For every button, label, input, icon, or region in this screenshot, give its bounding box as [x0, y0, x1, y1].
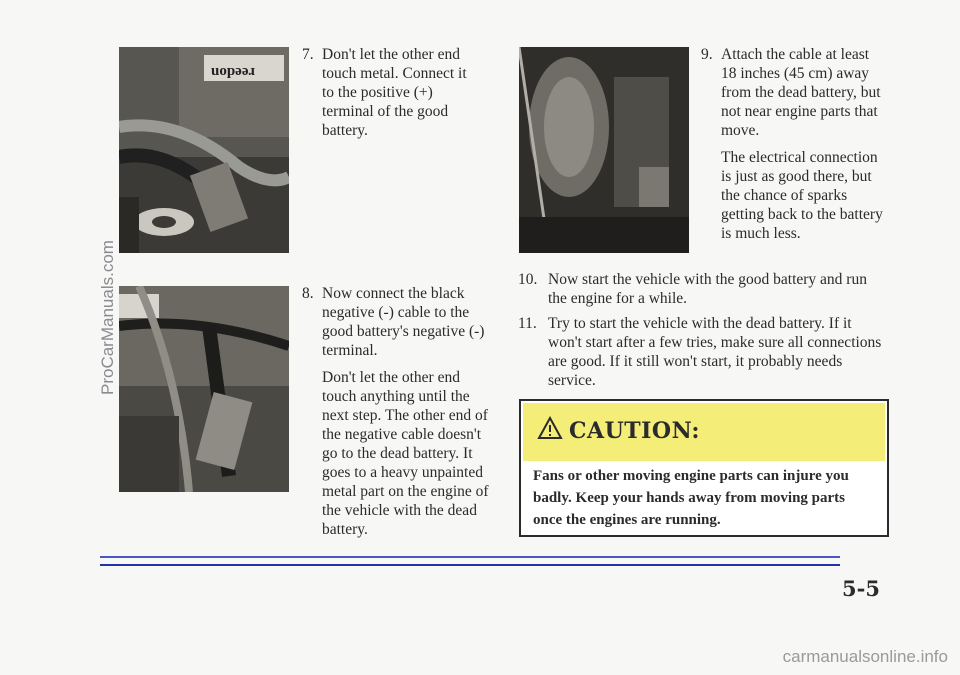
step-8 [302, 284, 490, 547]
footer-rule-bottom [100, 564, 840, 566]
caution-title: CAUTION: [569, 418, 701, 444]
photo-negative-terminal [119, 286, 289, 492]
step-9 [701, 45, 886, 251]
step-number: 11. [518, 315, 537, 332]
step-7 [302, 45, 482, 148]
warning-triangle-icon [537, 416, 563, 440]
side-watermark-text: ProCarManuals.com [98, 240, 117, 395]
battery-label-text: uopəəɹ [211, 63, 256, 79]
step-text: Now start the vehicle with the good battery and run the engine for a while. [548, 271, 867, 307]
step-number: 8. [302, 285, 314, 302]
step-11 [518, 314, 888, 398]
photo-positive-terminal [119, 47, 289, 253]
step-number: 7. [302, 46, 314, 63]
step-10 [518, 270, 888, 316]
footer-watermark: carmanualsonline.info [782, 647, 948, 666]
step-number: 10. [518, 271, 538, 288]
step-text: Try to start the vehicle with the dead battery. If it won't start after a few tries, make sure all connections are good. If it still won't start, it probably needs service. [548, 315, 882, 389]
photo-engine-ground [519, 47, 689, 253]
caution-text: Fans or other moving engine parts can injure you badly. Keep your hands away from moving parts once the engines are running. [533, 468, 849, 528]
caution-box [519, 399, 889, 537]
step-text: Don't let the other end touch metal. Connect it to the positive (+) terminal of the good battery. [322, 46, 467, 139]
caution-header [523, 403, 885, 461]
step-number: 9. [701, 46, 713, 63]
step-note: Don't let the other end touch anything until the next step. The other end of the negative cable doesn't go to the dead battery. It goes to a heavy unpainted metal part on the engine of the vehicle with the dead battery. [322, 369, 489, 538]
step-text: Now connect the black negative (-) cable to the good battery's negative (-) terminal. [322, 285, 485, 359]
side-watermark [84, 170, 124, 420]
step-text: Attach the cable at least 18 inches (45 cm) away from the dead battery, but not near engine parts that move. [721, 46, 881, 139]
step-note: The electrical connection is just as good there, but the chance of sparks getting back to the battery is much less. [721, 149, 883, 242]
page-number: 5-5 [842, 576, 880, 601]
footer-rule-top [100, 556, 840, 558]
